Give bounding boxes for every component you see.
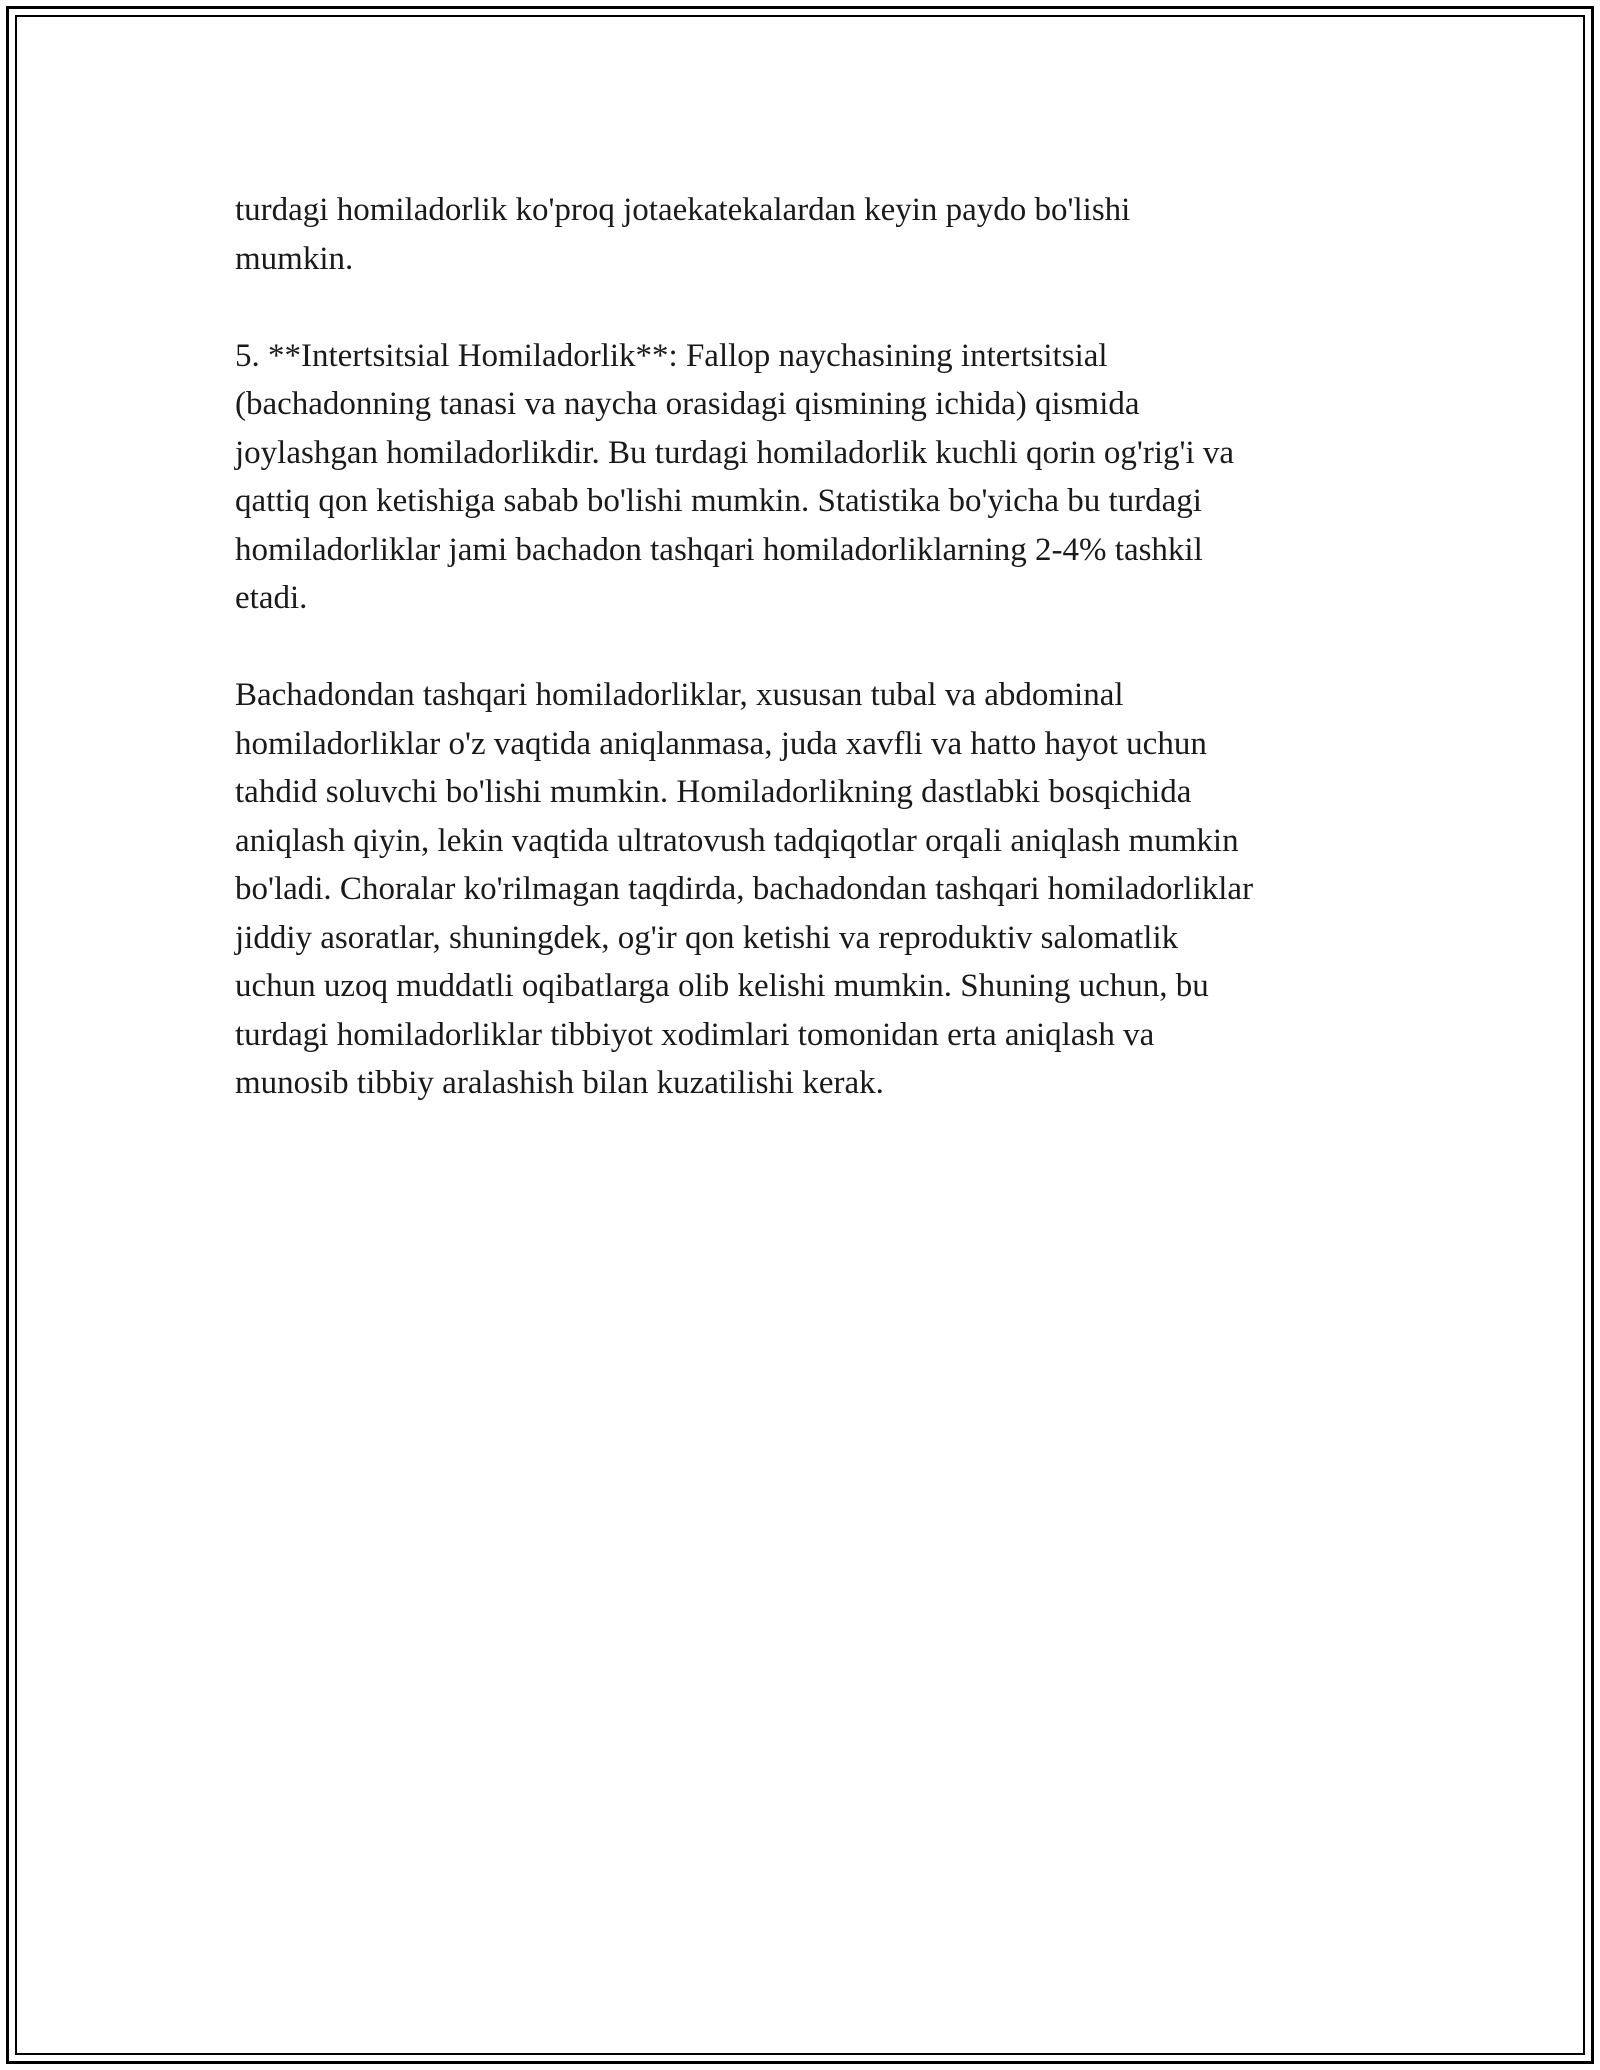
paragraph-continuation: turdagi homiladorlik ko'proq jotaekatekalardan keyin paydo bo'lishi mumkin. [235,192,1131,277]
paragraph-conclusion: Bachadondan tashqari homiladorliklar, xususan tubal va abdominal homiladorliklar o'z vaqtida aniqlanmasa, juda xavfli va hatto hayot uchun tahdid soluvchi bo'lishi mumkin. Homiladorlikning dastlabki bosqichida aniqlash qiyin, lekin vaqtida ultratovush tadqiqotlar orqali aniqlash mumkin bo'ladi. Choralar ko'rilmagan taqdirda, bachadondan tashqari homiladorliklar jiddiy asoratlar, shuningdek, og'ir qon ketishi va reproduktiv salomatlik uchun uzoq muddatli oqibatlarga olib kelishi mumkin. Shuning uchun, bu turdagi homiladorliklar tibbiyot xodimlari tomonidan erta aniqlash va munosib tibbiy aralashish bilan kuzatilishi kerak. [235,677,1254,1101]
paragraph-interstitial-pregnancy: 5. **Intertsitsial Homiladorlik**: Fallop naychasining intertsitsial (bachadonning tanasi va naycha orasidagi qismining ichida) qismida joylashgan homiladorlikdir. Bu turdagi homiladorlik kuchli qorin og'rig'i va qattiq qon ketishiga sabab bo'lishi mumkin. Statistika bo'yicha bu turdagi homiladorliklar jami bachadon tashqari homiladorliklarning 2-4% tashkil etadi. [235,337,1235,616]
document-body [235,186,1385,1156]
